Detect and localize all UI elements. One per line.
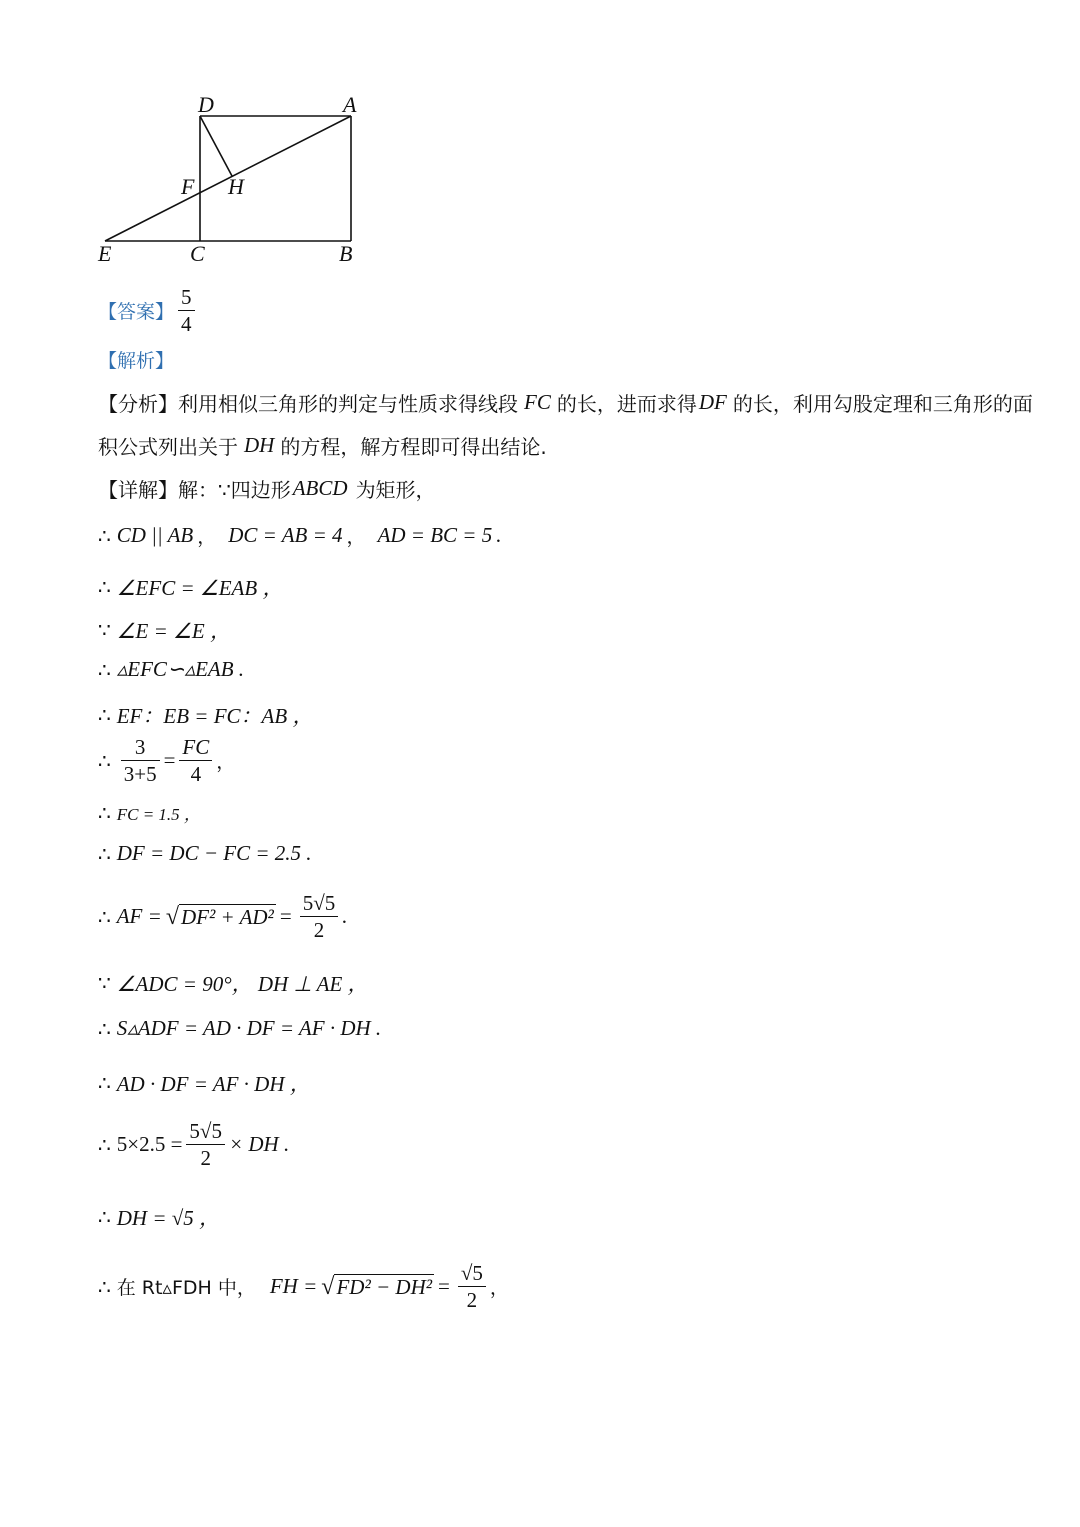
analysis-tag: 【解析】 bbox=[98, 350, 175, 372]
fenxi-line-1: 【分析】 利用相似三角形的判定与性质求得线段 FC 的长，进而求得 DF 的长，利用勾股定理和三角形的面 bbox=[98, 390, 1033, 416]
step-12: ∴ AD · DF = AF · DH ， bbox=[98, 1071, 311, 1096]
step-4: ∴ ▵EFC∽▵EAB . bbox=[98, 657, 245, 682]
answer-tag: 【答案】 bbox=[98, 301, 175, 323]
geometry-figure bbox=[90, 90, 380, 275]
fenxi-line-2: 积公式列出关于 DH 的方程，解方程即可得出结论. bbox=[98, 433, 547, 459]
label-H: H bbox=[228, 174, 244, 199]
step-9: ∴ AF = √ DF² + AD² = $\frac{5√5}{2}$ . bbox=[98, 891, 348, 942]
segment-DH bbox=[200, 116, 232, 176]
step-1: ∴ CD || AB ， DC = AB = 4 ， AD = BC = 5 . bbox=[98, 523, 502, 548]
step-3: ∵ ∠E = ∠E ， bbox=[98, 618, 231, 643]
answer-fraction: $\frac{5}{4}$ bbox=[178, 284, 195, 337]
step-8: ∴ DF = DC − FC = 2.5 . bbox=[98, 841, 312, 866]
step-6: ∴ $\frac{3}{3+5}$ = $\frac{FC}{4}$ ， bbox=[98, 735, 236, 786]
step-13: ∴ 5×2.5 = $\frac{5√5}{2}$ × DH . bbox=[98, 1119, 290, 1170]
label-A: A bbox=[343, 92, 357, 117]
step-2: ∴ ∠EFC = ∠EAB ， bbox=[98, 575, 284, 600]
label-E: E bbox=[98, 241, 112, 266]
label-D: D bbox=[198, 92, 214, 117]
step-5: ∴ EF：EB = FC：AB ， bbox=[98, 703, 314, 728]
answer-line bbox=[98, 284, 199, 337]
label-F: F bbox=[181, 174, 195, 199]
step-15: ∴ 在 Rt▵FDH 中， FH = √ FD² − DH² = $\frac{√5}{2}$ ， bbox=[98, 1261, 509, 1312]
label-B: B bbox=[339, 241, 353, 266]
label-C: C bbox=[190, 241, 205, 266]
detail-line: 【详解】 解：∵四边形 ABCD 为矩形， bbox=[98, 476, 436, 502]
step-11: ∴ S▵ADF = AD · DF = AF · DH . bbox=[98, 1016, 382, 1041]
step-14: ∴ DH = √5 ， bbox=[98, 1205, 221, 1230]
step-7: ∴ FC = 1.5 ， bbox=[98, 800, 201, 825]
step-10: ∵ ∠ADC = 90°， DH ⊥ AE ， bbox=[98, 971, 369, 996]
